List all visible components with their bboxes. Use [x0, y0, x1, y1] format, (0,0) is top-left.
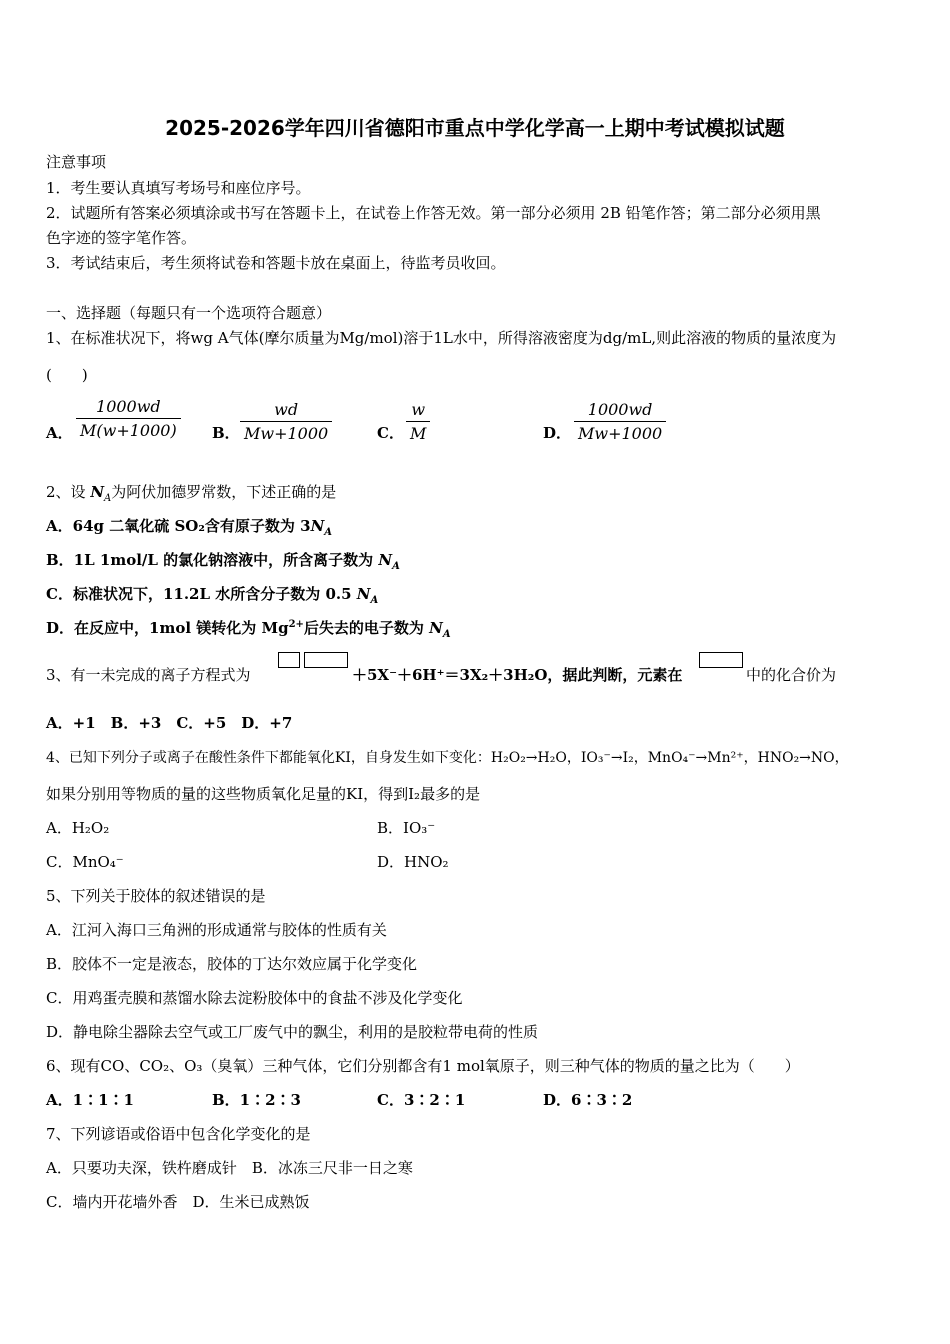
- q6-option-c: C．3∶2∶1: [377, 1091, 466, 1109]
- q2-option-d: [46, 618, 451, 638]
- na-subscript: A: [442, 629, 451, 640]
- q2-option-b: [46, 550, 400, 570]
- q1-b-numerator: wd: [274, 400, 299, 419]
- q1-option-c-letter: C．: [377, 424, 404, 442]
- q1-d-denominator: Mw+1000: [578, 424, 663, 443]
- q6-stem: 6、现有CO、CO₂、O₃（臭氧）三种气体，它们分别都含有1 mol氧原子，则三种气体的物质的量之比为（ ）: [46, 1057, 800, 1075]
- na-symbol: N: [378, 551, 393, 569]
- q6-option-b: B．1∶2∶3: [212, 1091, 301, 1109]
- q1-option-d-fraction: [574, 400, 666, 443]
- na-subscript: A: [104, 493, 112, 504]
- q5-stem: 5、下列关于胶体的叙述错误的是: [46, 887, 266, 905]
- q2-d-pre: D．在反应中，1mol 镁转化为 Mg: [46, 619, 289, 637]
- na-subscript: A: [324, 527, 333, 538]
- q1-a-numerator: 1000wd: [96, 397, 161, 416]
- na-symbol: N: [356, 585, 371, 603]
- q1-option-c-fraction: [406, 400, 430, 443]
- q3-stem-post: 中的化合价为: [746, 666, 837, 684]
- blank-box: [699, 652, 743, 668]
- fraction-bar: [574, 421, 666, 422]
- q2-option-a: [46, 516, 332, 536]
- q1-paren: ( ): [46, 366, 88, 384]
- q3-options: A．+1 B．+3 C．+5 D．+7: [46, 714, 293, 732]
- q1-c-numerator: w: [411, 400, 426, 419]
- exam-title: 2025-2026学年四川省德阳市重点中学化学高一上期中考试模拟试题: [165, 116, 785, 140]
- section-heading: 一、选择题（每题只有一个选项符合题意）: [46, 304, 332, 322]
- q2-stem-pre: 2、设: [46, 483, 91, 501]
- fraction-bar: [406, 421, 430, 422]
- q4-stem-cont: 如果分别用等物质的量的这些物质氧化足量的KI，得到I₂最多的是: [46, 785, 481, 803]
- q2-option-c: [46, 584, 378, 604]
- na-subscript: A: [392, 561, 400, 572]
- q5-option-a: A．江河入海口三角洲的形成通常与胶体的性质有关: [46, 921, 387, 939]
- q1-option-d-letter: D．: [543, 424, 572, 442]
- q2-c-text: C．标准状况下，11.2L 水所含分子数为 0.5: [46, 585, 357, 603]
- q2-d-post: 后失去的电子数为: [303, 619, 430, 637]
- q5-option-d: D．静电除尘器除去空气或工厂废气中的飘尘，利用的是胶粒带电荷的性质: [46, 1023, 539, 1041]
- q4-option-c: C．MnO₄⁻: [46, 853, 124, 871]
- na-symbol: N: [90, 483, 105, 501]
- fraction-bar: [240, 421, 332, 422]
- q4-stem: 4、已知下列分子或离子在酸性条件下都能氧化KI，自身发生如下变化：H₂O₂→H₂O，IO₃⁻→I₂，MnO₄⁻→Mn²⁺，HNO₂→NO，: [46, 750, 849, 766]
- notice-heading: 注意事项: [46, 153, 107, 171]
- q1-stem: 1、在标准状况下，将wg A气体(摩尔质量为Mg/mol)溶于1L水中，所得溶液密度为dg/mL,则此溶液的物质的量浓度为: [46, 329, 837, 347]
- q1-d-numerator: 1000wd: [587, 400, 653, 419]
- q1-b-denominator: Mw+1000: [244, 424, 329, 443]
- na-symbol: N: [429, 619, 443, 637]
- mg-charge: 2+: [288, 619, 304, 630]
- q5-option-c: C．用鸡蛋壳膜和蒸馏水除去淀粉胶体中的食盐不涉及化学变化: [46, 989, 463, 1007]
- q6-option-d: D．6∶3∶2: [543, 1091, 633, 1109]
- na-symbol: N: [310, 517, 325, 535]
- q2-b-text: B．1L 1mol/L 的氯化钠溶液中，所含离子数为: [46, 551, 379, 569]
- notice-item-3: 3．考试结束后，考生须将试卷和答题卡放在桌面上，待监考员收回。: [46, 254, 506, 272]
- notice-item-1: 1．考生要认真填写考场号和座位序号。: [46, 179, 311, 197]
- q4-option-a: A．H₂O₂: [46, 819, 110, 837]
- blank-box: [304, 652, 348, 668]
- q1-c-denominator: M: [410, 424, 427, 443]
- q7-stem: 7、下列谚语或俗语中包含化学变化的是: [46, 1125, 311, 1143]
- q2-a-text: A．64g 二氧化硫 SO₂含有原子数为 3: [46, 517, 311, 535]
- q6-option-a: A．1∶1∶1: [46, 1091, 134, 1109]
- q2-stem-post: 为阿伏加德罗常数，下述正确的是: [111, 483, 337, 501]
- q1-option-b-letter: B．: [212, 424, 240, 442]
- na-subscript: A: [370, 595, 379, 606]
- q1-option-a-letter: A．: [46, 424, 73, 442]
- q5-option-b: B．胶体不一定是液态，胶体的丁达尔效应属于化学变化: [46, 955, 418, 973]
- q4-option-d: D．HNO₂: [377, 853, 449, 871]
- notice-item-2: 2．试题所有答案必须填涂或书写在答题卡上，在试卷上作答无效。第一部分必须用 2B 铅笔作答；第二部分必须用黑: [46, 204, 821, 222]
- notice-item-2-cont: 色字迹的签字笔作答。: [46, 229, 197, 247]
- q4-option-b: B．IO₃⁻: [377, 819, 436, 837]
- q3-stem-pre: 3、有一未完成的离子方程式为: [46, 666, 251, 684]
- q1-option-b-fraction: [240, 400, 332, 443]
- q2-stem: [46, 482, 336, 502]
- q7-options-cd: C．墙内开花墙外香 D．生米已成熟饭: [46, 1193, 310, 1211]
- q1-option-a-fraction: [76, 397, 181, 440]
- fraction-bar: [76, 418, 181, 419]
- q1-a-denominator: M(w+1000): [80, 421, 177, 440]
- q7-options-ab: A．只要功夫深，铁杵磨成针 B．冰冻三尺非一日之寒: [46, 1159, 413, 1177]
- blank-box: [278, 652, 300, 668]
- q3-stem-mid: ＋5X⁻＋6H⁺＝3X₂＋3H₂O，据此判断，元素在: [352, 666, 683, 684]
